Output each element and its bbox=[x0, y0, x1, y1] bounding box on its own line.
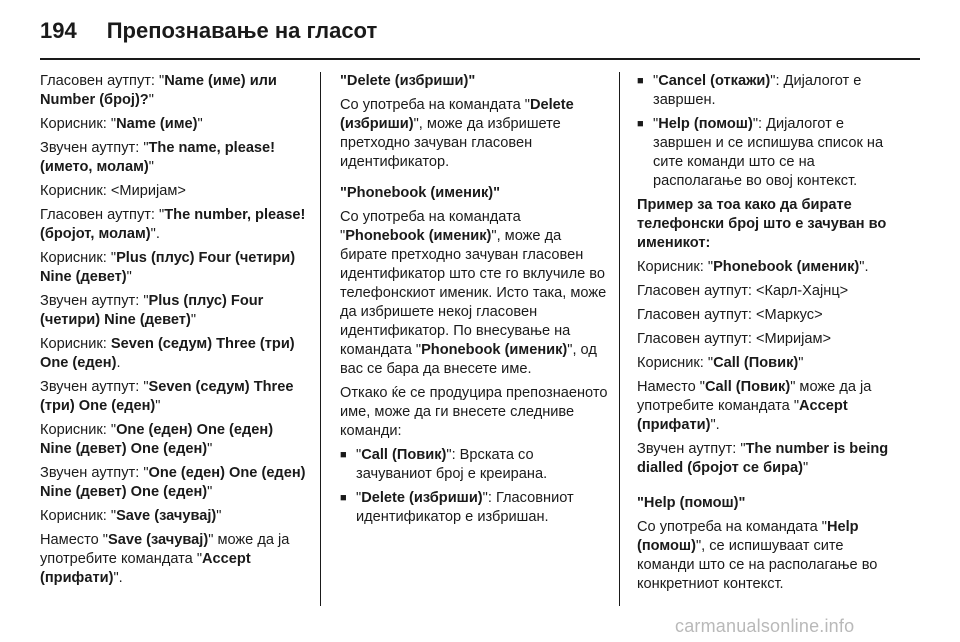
command-help: Help (помош) bbox=[658, 116, 753, 132]
text: " bbox=[190, 312, 196, 328]
text: ": Дијалогот е завршен и се испишува список на сите команди што се на располагање во овој контекст. bbox=[653, 116, 884, 189]
text: " bbox=[143, 379, 149, 395]
bullet-square-icon: ■ bbox=[340, 449, 347, 461]
dialog-example bbox=[40, 72, 308, 526]
text: " bbox=[707, 259, 714, 275]
speaker-label: Звучен аутпут: bbox=[40, 140, 144, 156]
dialog-command: The number, please! (бројот, молам) bbox=[40, 207, 306, 242]
text: ", може да избришете претходно зачуван гласовен идентификатор. bbox=[340, 116, 561, 170]
text: . bbox=[116, 355, 121, 371]
paragraph-help bbox=[637, 518, 905, 594]
speaker-label: Корисник: bbox=[40, 422, 111, 438]
text: Корисник: bbox=[637, 355, 708, 371]
text: " bbox=[159, 73, 165, 89]
text: ". bbox=[113, 570, 123, 586]
text: " bbox=[216, 508, 222, 524]
bullet-square-icon: ■ bbox=[637, 118, 644, 130]
example-line bbox=[637, 354, 905, 373]
command-phonebook: Phonebook (именик) bbox=[713, 259, 860, 275]
text: " bbox=[653, 116, 659, 132]
header-divider bbox=[40, 58, 920, 60]
bullet-square-icon: ■ bbox=[637, 75, 644, 87]
column-3 bbox=[637, 72, 905, 599]
dialog-line bbox=[40, 292, 308, 330]
dialog-command: Name (име) bbox=[116, 116, 198, 132]
dialog-command: Seven (седум) Three (три) One (еден) bbox=[40, 379, 294, 414]
text: ". bbox=[859, 259, 869, 275]
example-line bbox=[637, 440, 905, 478]
column-divider-1 bbox=[320, 72, 321, 606]
dialog-line bbox=[40, 335, 308, 373]
section-heading-delete: "Delete (избриши)" bbox=[340, 73, 476, 89]
speaker-label: Корисник: bbox=[40, 116, 111, 132]
dialog-line bbox=[40, 249, 308, 287]
text: " bbox=[143, 465, 149, 481]
text: " bbox=[207, 484, 213, 500]
example-line: Гласовен аутпут: <Миријам> bbox=[637, 331, 832, 347]
dialog-command: One (еден) One (еден) Nine (девет) One (еден) bbox=[40, 465, 306, 500]
speaker-label: Звучен аутпут: bbox=[40, 379, 144, 395]
text: " bbox=[798, 355, 804, 371]
speaker-label: Корисник: bbox=[40, 508, 111, 524]
command-phonebook: Phonebook (именик) bbox=[421, 342, 568, 358]
dialog-line bbox=[40, 206, 308, 244]
speaker-label: Звучен аутпут: bbox=[40, 465, 144, 481]
bullet-text bbox=[653, 72, 905, 110]
section-heading-phonebook: "Phonebook (именик)" bbox=[340, 185, 501, 201]
text: " bbox=[110, 250, 117, 266]
bullet-square-icon: ■ bbox=[340, 492, 347, 504]
text: " може да ја употребите командата " bbox=[637, 379, 872, 414]
text: " bbox=[155, 398, 161, 414]
command-accept: Accept (прифати) bbox=[637, 398, 848, 433]
command-call: Call (Повик) bbox=[361, 447, 447, 463]
watermark: carmanualsonline.info bbox=[675, 616, 855, 636]
command-delete: Delete (избриши) bbox=[361, 490, 483, 506]
paragraph-phonebook bbox=[340, 208, 608, 379]
command-cancel: Cancel (откажи) bbox=[658, 73, 771, 89]
command-phonebook: Phonebook (именик) bbox=[345, 228, 492, 244]
dialog-command: Seven (седум) Three (три) One (еден) bbox=[40, 336, 295, 371]
text: " bbox=[802, 460, 809, 476]
text: " bbox=[159, 207, 165, 223]
text: " bbox=[110, 116, 117, 132]
command-help: Help (помош) bbox=[637, 519, 859, 554]
text: " може да ја употребите командата " bbox=[40, 532, 290, 567]
speaker-label: Звучен аутпут: bbox=[40, 293, 144, 309]
section-heading-help: "Help (помош)" bbox=[637, 495, 746, 511]
text: " bbox=[356, 490, 362, 506]
example-heading: Пример за тоа како да бирате телефонски број што е зачуван во именикот: bbox=[637, 197, 887, 251]
page-header bbox=[40, 6, 920, 56]
speaker-label: Корисник: bbox=[40, 336, 111, 352]
paragraph-delete bbox=[340, 96, 608, 172]
dialog-command: Name (име) или Number (број)? bbox=[40, 73, 277, 108]
dialog-line bbox=[40, 464, 308, 502]
text: ", може да бирате претходно зачуван гласовен идентификатор што сте го вклучиле во телефонскиот именик. Исто така, може да избришете некој гласовен идентификатор. По внесување на командата " bbox=[340, 228, 607, 358]
paragraph-accept-alternative bbox=[40, 531, 308, 588]
speaker-label: Корисник: bbox=[40, 183, 111, 199]
text: Со употреба на командата " bbox=[637, 519, 827, 535]
text: ": Гласовниот идентификатор е избришан. bbox=[356, 490, 574, 525]
command-call: Call (Повик) bbox=[713, 355, 799, 371]
text: " bbox=[148, 159, 154, 175]
bullet-help bbox=[637, 115, 905, 191]
dialog-command: Plus (плус) Four (четири) Nine (девет) bbox=[40, 293, 264, 328]
page-title: Препознавање на гласот bbox=[106, 18, 378, 43]
dialog-command: One (еден) One (еден) Nine (девет) One (еден) bbox=[40, 422, 274, 457]
column-divider-2 bbox=[619, 72, 620, 606]
example-line: Гласовен аутпут: <Маркус> bbox=[637, 307, 823, 323]
text: " bbox=[707, 355, 714, 371]
output-dialling: The number is being dialled (бројот се бира) bbox=[637, 441, 889, 476]
bullet-text bbox=[653, 115, 905, 191]
text: Звучен аутпут: bbox=[637, 441, 741, 457]
text: " bbox=[110, 508, 117, 524]
text: ": Врската со зачуваниот број е креирана. bbox=[356, 447, 548, 482]
text: " bbox=[740, 441, 746, 457]
dialog-value: <Миријам> bbox=[110, 183, 186, 199]
bullet-text bbox=[356, 446, 608, 484]
command-call: Call (Повик) bbox=[704, 379, 791, 395]
text: Корисник: bbox=[637, 259, 708, 275]
example-line bbox=[637, 378, 905, 435]
dialog-line bbox=[40, 182, 308, 201]
bullet-cancel bbox=[637, 72, 905, 110]
page-number: 194 bbox=[40, 18, 77, 43]
example-line: Гласовен аутпут: <Карл-Хајнц> bbox=[637, 283, 849, 299]
command-delete: Delete (избриши) bbox=[340, 97, 574, 132]
text: " bbox=[207, 441, 213, 457]
text: Со употреба на командата " bbox=[340, 209, 521, 244]
text: " bbox=[110, 422, 117, 438]
column-1 bbox=[40, 72, 308, 593]
text: " bbox=[197, 116, 203, 132]
text: " bbox=[356, 447, 362, 463]
text: " bbox=[148, 92, 154, 108]
speaker-label: Гласовен аутпут: bbox=[40, 73, 160, 89]
text: " bbox=[126, 269, 132, 285]
dialog-command: Save (зачувај) bbox=[116, 508, 217, 524]
speaker-label: Гласовен аутпут: bbox=[40, 207, 160, 223]
command-accept: Accept (прифати) bbox=[40, 551, 251, 586]
command-save: Save (зачувај) bbox=[107, 532, 209, 548]
text: Со употреба на командата " bbox=[340, 97, 530, 113]
paragraph-commands-intro: Откако ќе се продуцира препознаеното име, може да ги внесете следниве команди: bbox=[340, 385, 608, 439]
text: Наместо " bbox=[40, 532, 108, 548]
dialog-line bbox=[40, 115, 308, 134]
text: ". bbox=[710, 417, 720, 433]
text: " bbox=[653, 73, 659, 89]
text: ": Дијалогот е завршен. bbox=[653, 73, 862, 108]
text: ", од вас се бара да внесете име. bbox=[340, 342, 597, 377]
dialog-line bbox=[40, 507, 308, 526]
dialog-command: The name, please! (името, молам) bbox=[40, 140, 276, 175]
text: Наместо " bbox=[637, 379, 705, 395]
text: ". bbox=[150, 226, 160, 242]
dialog-command: Plus (плус) Four (четири) Nine (девет) bbox=[40, 250, 296, 285]
column-2 bbox=[340, 72, 608, 532]
dialog-line bbox=[40, 421, 308, 459]
text: " bbox=[143, 293, 149, 309]
bullet-delete bbox=[340, 489, 608, 527]
speaker-label: Корисник: bbox=[40, 250, 111, 266]
text: " bbox=[143, 140, 149, 156]
bullet-call bbox=[340, 446, 608, 484]
example-line bbox=[637, 258, 905, 277]
dialog-line bbox=[40, 139, 308, 177]
text: ", се испишуваат сите команди што се на располагање во конкретниот контекст. bbox=[637, 538, 878, 592]
dialog-line bbox=[40, 378, 308, 416]
bullet-text bbox=[356, 489, 608, 527]
dialog-line bbox=[40, 72, 308, 110]
